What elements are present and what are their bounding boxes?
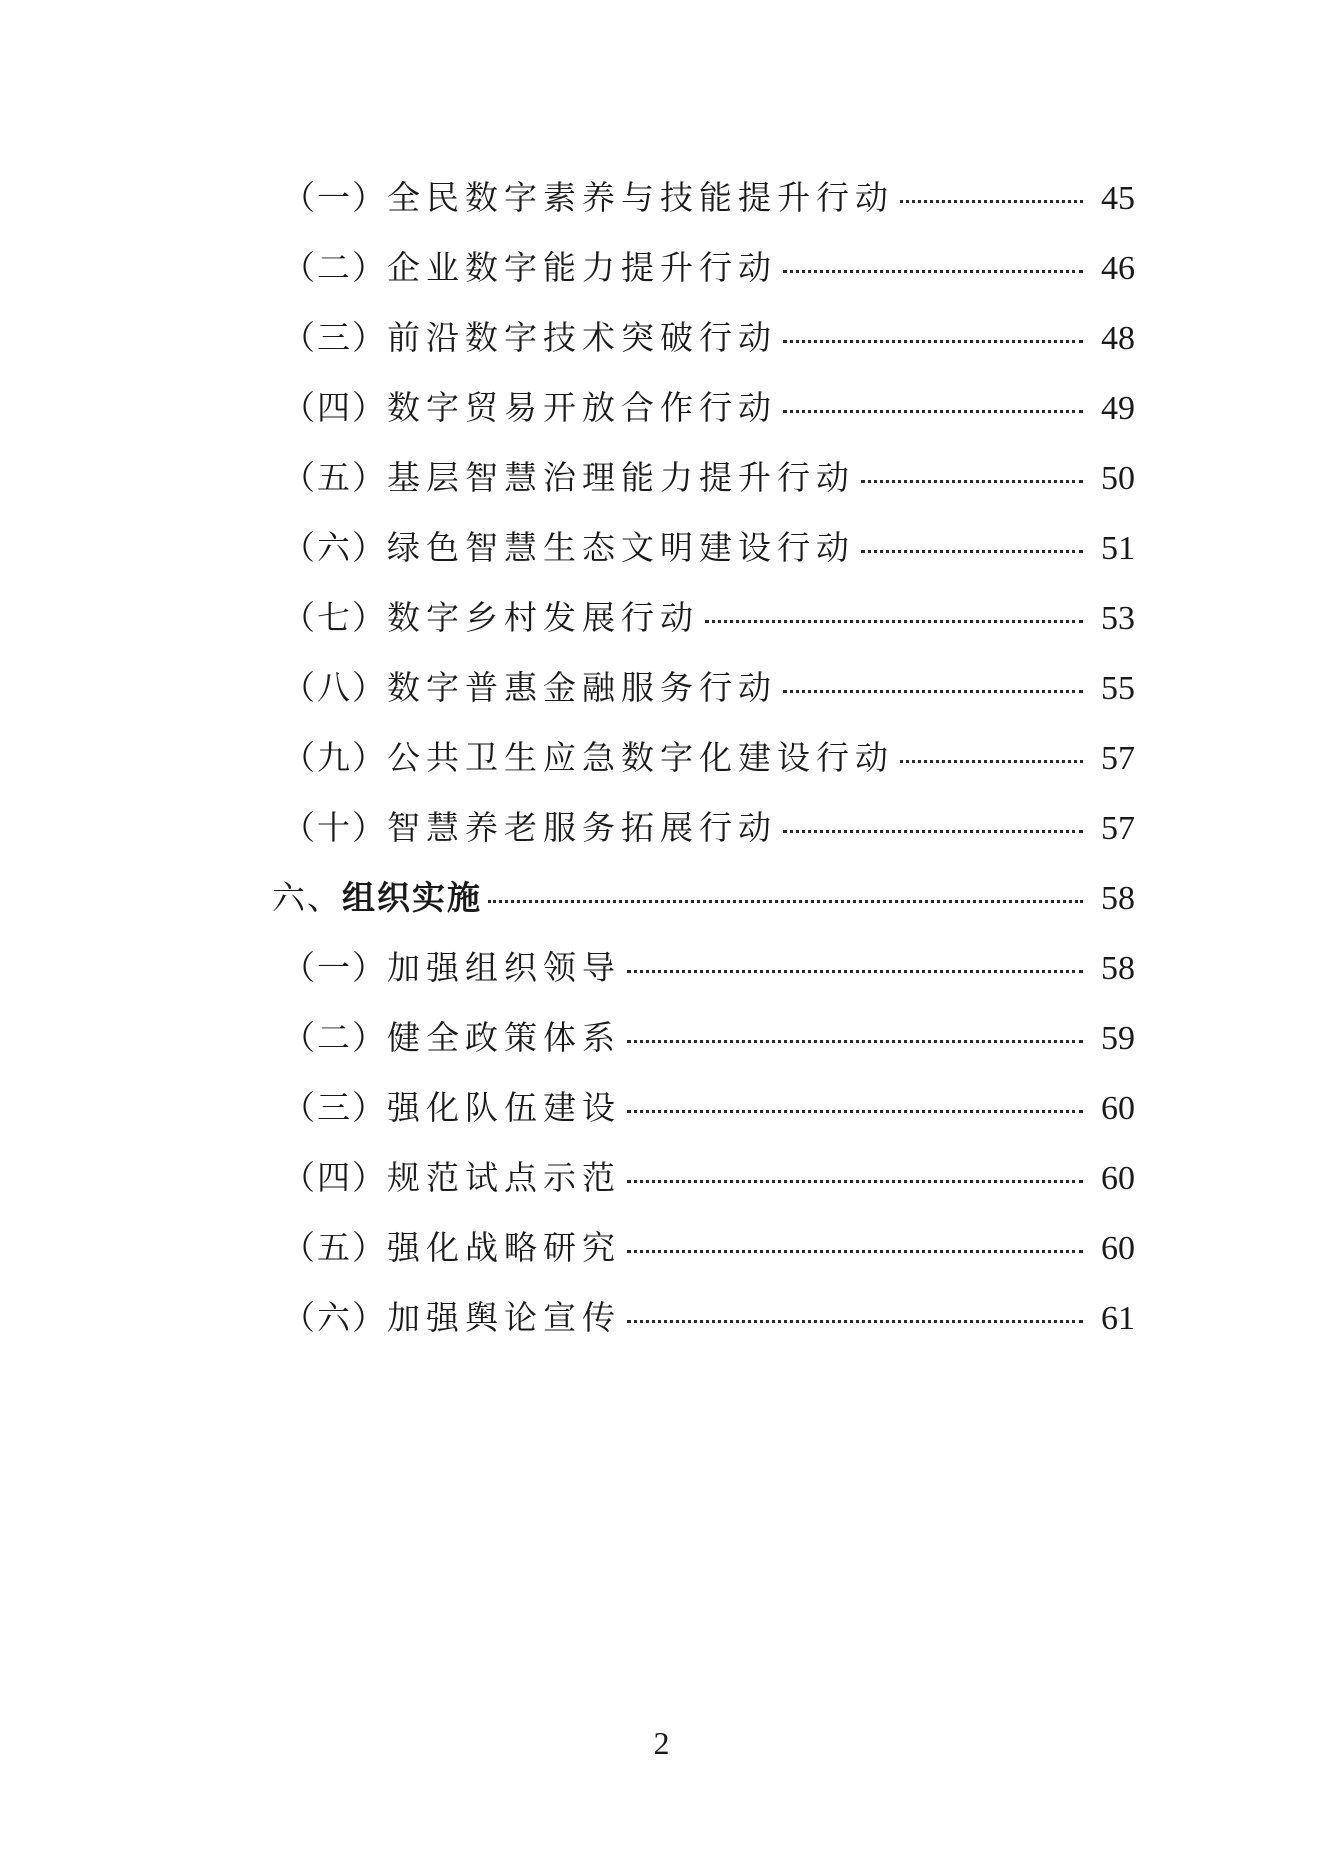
toc-entry[interactable]: [272, 172, 1135, 242]
toc-entry[interactable]: [272, 662, 1135, 732]
toc-entry-page: 57: [1101, 810, 1135, 847]
toc-entry-page: 58: [1101, 880, 1135, 917]
toc-entry-title: 数字贸易开放合作行动: [387, 388, 777, 427]
dot-leader: [783, 340, 1083, 343]
toc-entry-number: 六、: [272, 878, 342, 917]
toc-entry-page: 51: [1101, 530, 1135, 567]
toc-entry-title: 规范试点示范: [387, 1158, 621, 1197]
dot-leader: [900, 760, 1083, 763]
dot-leader: [627, 1320, 1083, 1323]
toc-entry-title: 数字乡村发展行动: [387, 598, 699, 637]
dot-leader: [627, 1250, 1083, 1253]
toc-entry[interactable]: [272, 522, 1135, 592]
toc-entry-page: 57: [1101, 740, 1135, 777]
dot-leader: [783, 830, 1083, 833]
dot-leader: [627, 1040, 1083, 1043]
toc-entry-number: （八）: [282, 668, 387, 707]
toc-entry-page: 46: [1101, 250, 1135, 287]
toc-entry-page: 59: [1101, 1020, 1135, 1057]
dot-leader: [783, 690, 1083, 693]
toc-entry-title: 公共卫生应急数字化建设行动: [387, 738, 894, 777]
toc-entry[interactable]: [272, 942, 1135, 1012]
dot-leader: [861, 550, 1083, 553]
page-number: 2: [653, 1725, 670, 1761]
toc-entry-number: （二）: [282, 1018, 387, 1057]
toc-entry-number: （一）: [282, 948, 387, 987]
dot-leader: [627, 1110, 1083, 1113]
toc-entry[interactable]: [272, 382, 1135, 452]
dot-leader: [783, 270, 1083, 273]
toc-entry-number: （一）: [282, 178, 387, 217]
toc-entry-number: （四）: [282, 388, 387, 427]
toc-entry-page: 60: [1101, 1230, 1135, 1267]
toc-entry-number: （七）: [282, 598, 387, 637]
dot-leader: [705, 620, 1083, 623]
toc-entry[interactable]: [272, 452, 1135, 522]
table-of-contents: [272, 172, 1135, 1362]
toc-entry-page: 49: [1101, 390, 1135, 427]
toc-entry-title: 全民数字素养与技能提升行动: [387, 178, 894, 217]
toc-entry[interactable]: [272, 1082, 1135, 1152]
toc-entry-number: （六）: [282, 1298, 387, 1337]
dot-leader: [488, 900, 1083, 903]
toc-entry-number: （三）: [282, 318, 387, 357]
toc-entry-number: （三）: [282, 1088, 387, 1127]
toc-entry-page: 45: [1101, 180, 1135, 217]
toc-entry-page: 60: [1101, 1090, 1135, 1127]
toc-entry-title: 企业数字能力提升行动: [387, 248, 777, 287]
toc-entry-page: 58: [1101, 950, 1135, 987]
toc-entry-number: （六）: [282, 528, 387, 567]
toc-entry-number: （五）: [282, 458, 387, 497]
toc-entry[interactable]: [272, 1222, 1135, 1292]
toc-entry[interactable]: [272, 242, 1135, 312]
toc-entry[interactable]: [272, 1012, 1135, 1082]
toc-entry-title: 数字普惠金融服务行动: [387, 668, 777, 707]
toc-entry-page: 61: [1101, 1300, 1135, 1337]
dot-leader: [783, 410, 1083, 413]
toc-chapter-entry[interactable]: [272, 872, 1135, 942]
toc-entry-page: 50: [1101, 460, 1135, 497]
dot-leader: [861, 480, 1083, 483]
toc-entry[interactable]: [272, 802, 1135, 872]
toc-entry-title: 绿色智慧生态文明建设行动: [387, 528, 855, 567]
toc-entry[interactable]: [272, 732, 1135, 802]
toc-entry[interactable]: [272, 312, 1135, 382]
toc-entry-title: 前沿数字技术突破行动: [387, 318, 777, 357]
toc-entry-number: （十）: [282, 808, 387, 847]
toc-entry-title: 基层智慧治理能力提升行动: [387, 458, 855, 497]
toc-entry-title: 健全政策体系: [387, 1018, 621, 1057]
toc-entry-number: （九）: [282, 738, 387, 777]
toc-entry-number: （五）: [282, 1228, 387, 1267]
toc-entry-page: 55: [1101, 670, 1135, 707]
toc-entry-number: （二）: [282, 248, 387, 287]
toc-entry-title: 强化队伍建设: [387, 1088, 621, 1127]
dot-leader: [627, 1180, 1083, 1183]
dot-leader: [900, 200, 1083, 203]
toc-entry-page: 60: [1101, 1160, 1135, 1197]
toc-entry[interactable]: [272, 592, 1135, 662]
toc-entry-title: 加强舆论宣传: [387, 1298, 621, 1337]
toc-entry-title: 加强组织领导: [387, 948, 621, 987]
toc-entry-title: 强化战略研究: [387, 1228, 621, 1267]
toc-entry-title: 智慧养老服务拓展行动: [387, 808, 777, 847]
dot-leader: [627, 970, 1083, 973]
toc-entry-page: 48: [1101, 320, 1135, 357]
toc-entry[interactable]: [272, 1292, 1135, 1362]
toc-entry[interactable]: [272, 1152, 1135, 1222]
toc-entry-title: 组织实施: [342, 878, 482, 917]
toc-entry-page: 53: [1101, 600, 1135, 637]
toc-entry-number: （四）: [282, 1158, 387, 1197]
